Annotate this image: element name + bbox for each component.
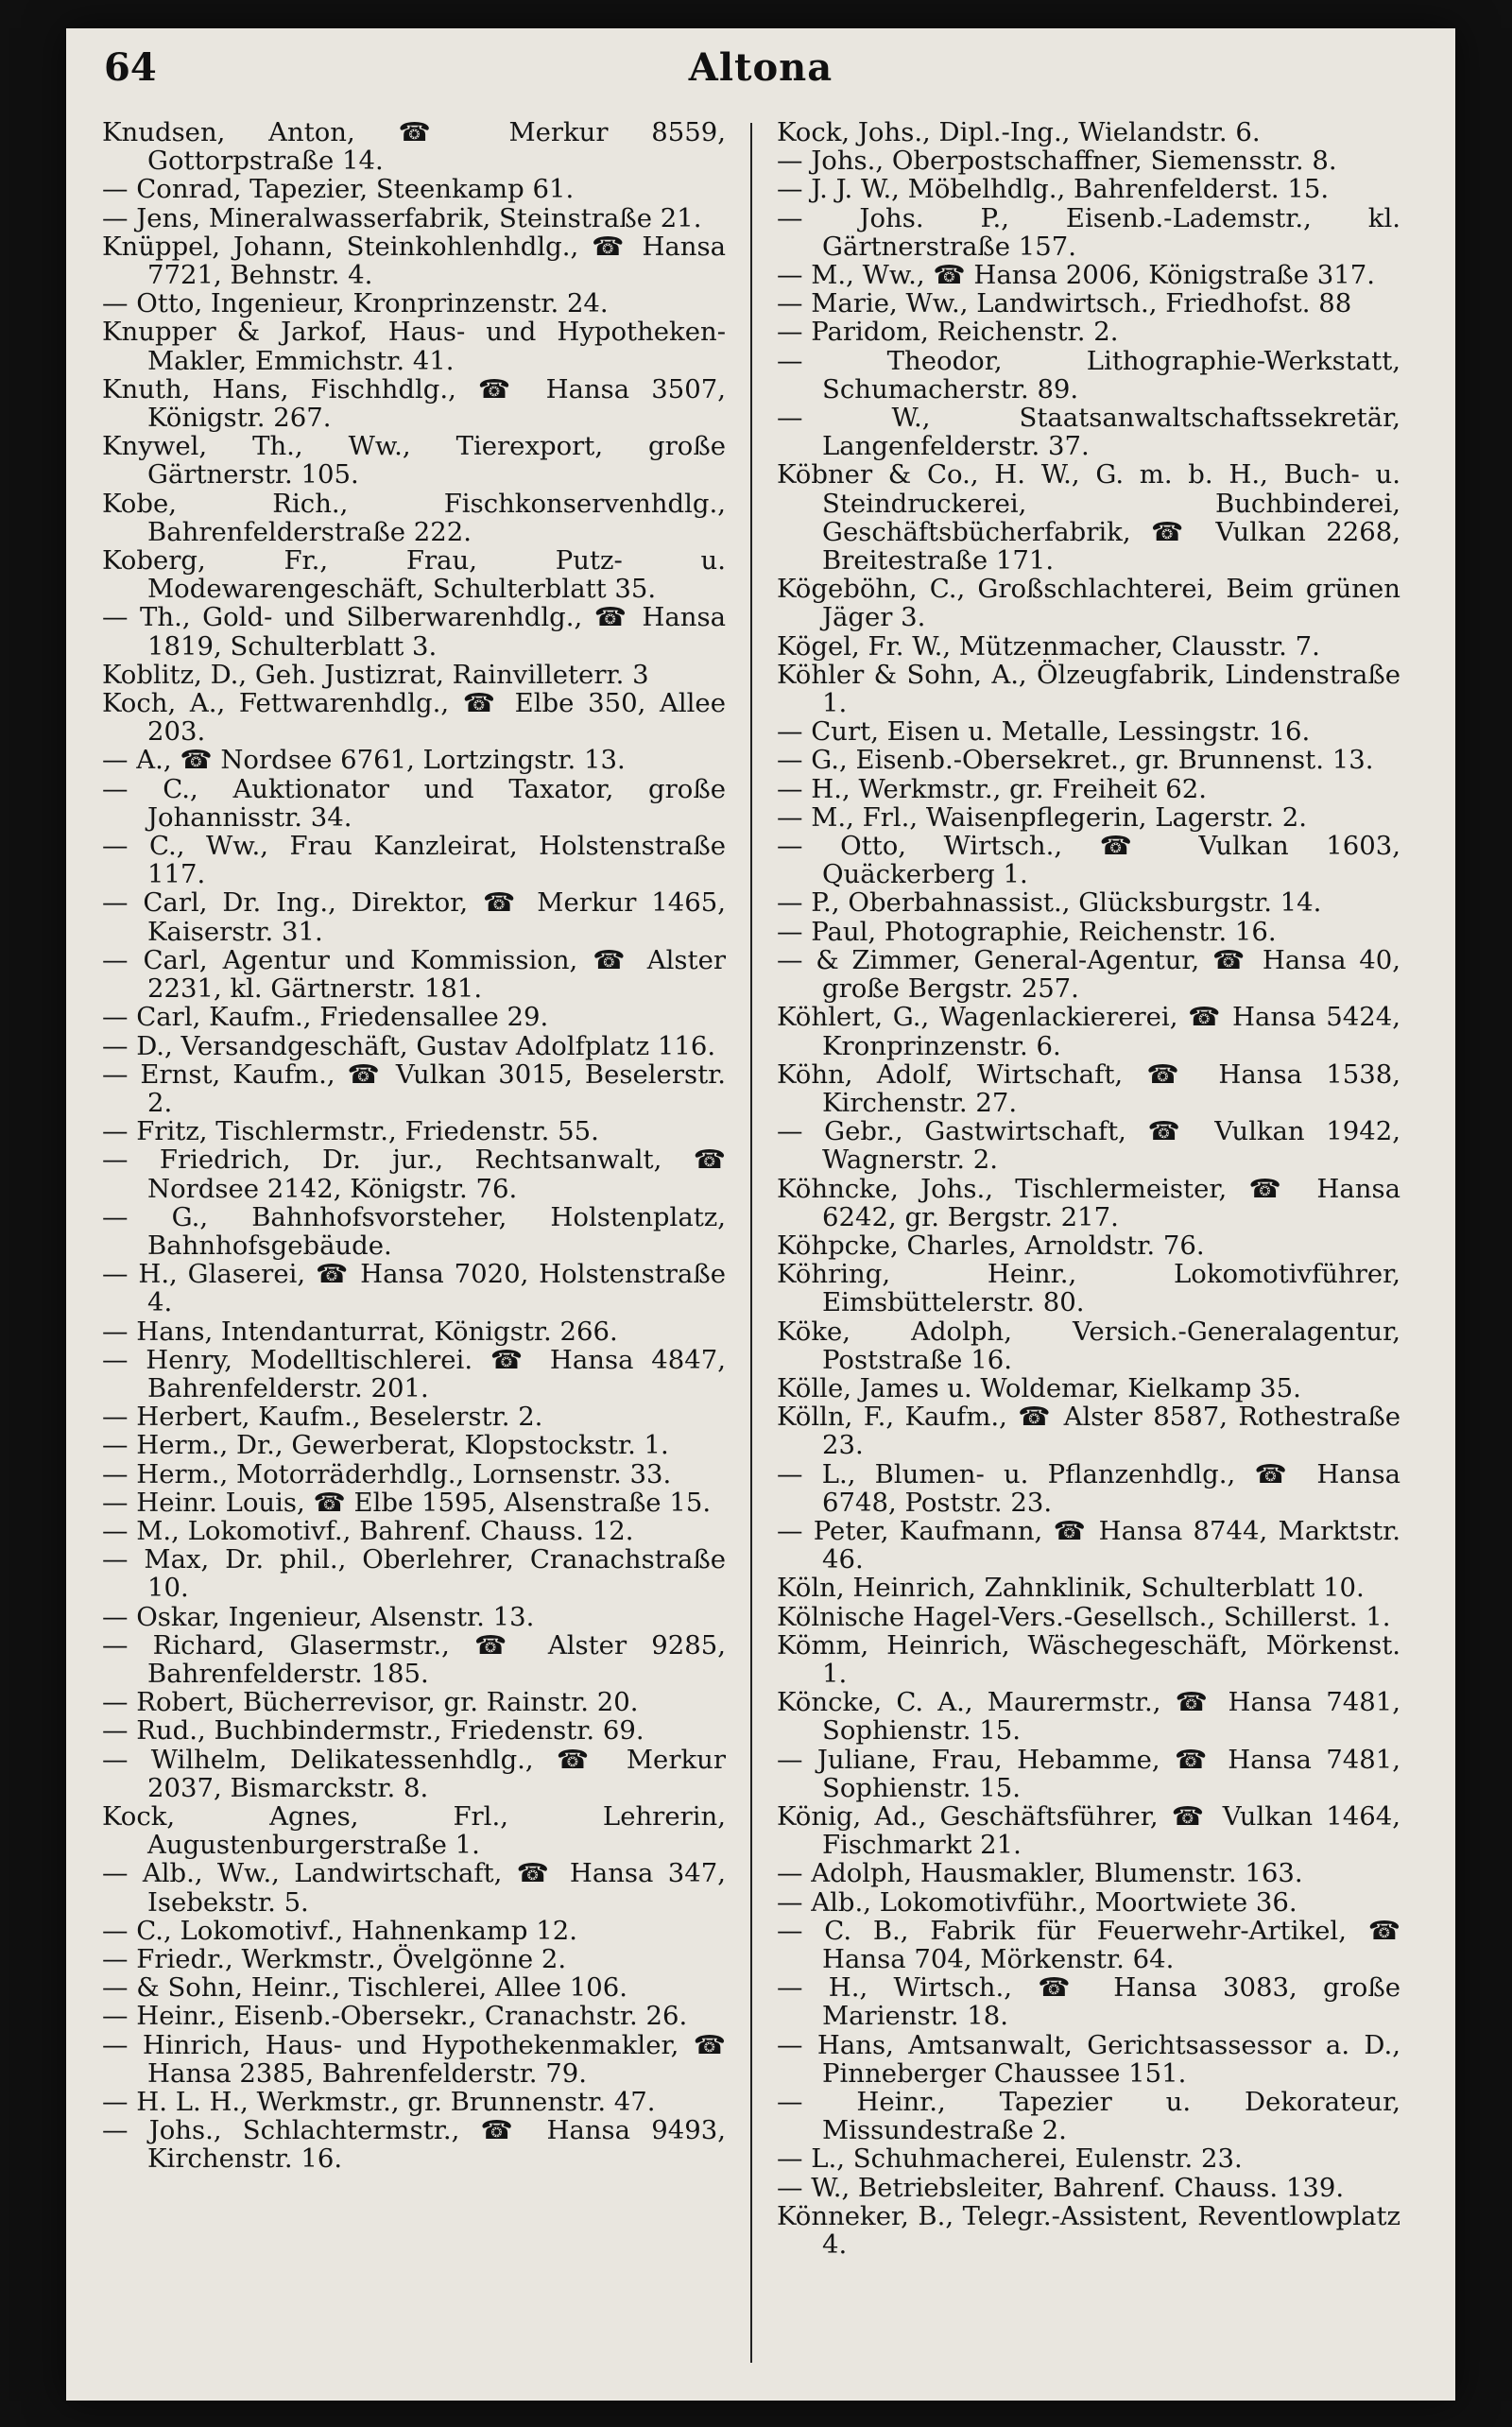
directory-entry: Köhncke, Johs., Tischlermeister, ☎ Hansa 6242, gr. Bergstr. 217. <box>777 1173 1400 1232</box>
directory-entry: — D., Versandgeschäft, Gustav Adolfplatz 116. <box>102 1030 716 1061</box>
directory-entry: — Carl, Dr. Ing., Direktor, ☎ Merkur 1465, Kaiserstr. 31. <box>102 887 726 947</box>
directory-entry: — Oskar, Ingenieur, Alsenstr. 13. <box>102 1601 535 1632</box>
directory-entry: Köln, Heinrich, Zahnklinik, Schulterblatt 10. <box>777 1573 1365 1604</box>
directory-entry: — Hinrich, Haus- und Hypothekenmakler, ☎ Hansa 2385, Bahrenfelderstr. 79. <box>102 2029 726 2089</box>
directory-entry: Kock, Agnes, Frl., Lehrerin, Augustenburgerstraße 1. <box>102 1800 726 1861</box>
directory-entry: — Heinr., Tapezier u. Dekorateur, Missundestraße 2. <box>777 2087 1400 2146</box>
directory-entry: — M., Lokomotivf., Bahrenf. Chauss. 12. <box>102 1515 634 1546</box>
directory-entry: Köbner & Co., H. W., G. m. b. H., Buch- u. Steindruckerei, Buchbinderei, Geschäftsbücherfabrik, ☎ Vulkan 2268, Breitestraße 171. <box>777 459 1400 577</box>
directory-entry: — Otto, Ingenieur, Kronprinzenstr. 24. <box>102 288 609 319</box>
directory-entry: — Friedrich, Dr. jur., Rechtsanwalt, ☎ Nordsee 2142, Königstr. 76. <box>102 1145 726 1204</box>
directory-entry: — Conrad, Tapezier, Steenkamp 61. <box>102 174 575 205</box>
directory-entry: — C., Ww., Frau Kanzleirat, Holstenstraße 117. <box>102 831 726 890</box>
left-column <box>102 118 726 2372</box>
directory-entry: Koblitz, D., Geh. Justizrat, Rainvilleterr. 3 <box>102 659 649 690</box>
directory-entry: — Max, Dr. phil., Oberlehrer, Cranachstraße 10. <box>102 1544 726 1604</box>
directory-entry: Koberg, Fr., Frau, Putz- u. Modewarengeschäft, Schulterblatt 35. <box>102 545 726 605</box>
directory-entry: — Rud., Buchbindermstr., Friedenstr. 69. <box>102 1715 644 1747</box>
directory-entry: — Otto, Wirtsch., ☎ Vulkan 1603, Quäckerberg 1. <box>777 831 1400 890</box>
directory-entry: — Ernst, Kaufm., ☎ Vulkan 3015, Beselerstr. 2. <box>102 1059 726 1118</box>
directory-entry: — H., Werkmstr., gr. Freiheit 62. <box>777 773 1207 804</box>
directory-entry: — G., Bahnhofsvorsteher, Holstenplatz, Bahnhofsgebäude. <box>102 1201 726 1261</box>
directory-entry: — W., Staatsanwaltschaftssekretär, Langenfelderstr. 37. <box>777 403 1400 462</box>
directory-entry: Köhlert, G., Wagenlackiererei, ☎ Hansa 5424, Kronprinzenstr. 6. <box>777 1002 1400 1061</box>
directory-entry: — Alb., Ww., Landwirtschaft, ☎ Hansa 347, Isebekstr. 5. <box>102 1858 726 1918</box>
directory-entry: Koch, A., Fettwarenhdlg., ☎ Elbe 350, Allee 203. <box>102 688 726 748</box>
running-title: Altona <box>688 45 833 90</box>
directory-entry: — W., Betriebsleiter, Bahrenf. Chauss. 139. <box>777 2172 1345 2203</box>
directory-entry: Knüppel, Johann, Steinkohlenhdlg., ☎ Hansa 7721, Behnstr. 4. <box>102 231 726 291</box>
page-number: 64 <box>104 45 157 90</box>
directory-entry: — Robert, Bücherrevisor, gr. Rainstr. 20. <box>102 1687 639 1718</box>
directory-entry: Knupper & Jarkof, Haus- und Hypotheken-Makler, Emmichstr. 41. <box>102 317 726 376</box>
right-column <box>777 118 1400 2372</box>
directory-entry: — & Sohn, Heinr., Tischlerei, Allee 106. <box>102 1972 627 2004</box>
directory-entry: Knywel, Th., Ww., Tierexport, große Gärtnerstr. 105. <box>102 431 726 491</box>
directory-entry: Köncke, C. A., Maurermstr., ☎ Hansa 7481, Sophienstr. 15. <box>777 1687 1400 1747</box>
directory-entry: — Herm., Dr., Gewerberat, Klopstockstr. 1. <box>102 1430 669 1461</box>
directory-entry: — Hans, Intendanturrat, Königstr. 266. <box>102 1316 618 1347</box>
directory-entry: König, Ad., Geschäftsführer, ☎ Vulkan 1464, Fischmarkt 21. <box>777 1800 1400 1861</box>
directory-entry: — H. L. H., Werkmstr., gr. Brunnenstr. 47. <box>102 2087 656 2118</box>
directory-entry: — J. J. W., Möbelhdlg., Bahrenfelderst. 15. <box>777 174 1330 205</box>
directory-entry: — M., Ww., ☎ Hansa 2006, Königstraße 317. <box>777 260 1375 291</box>
directory-entry: — L., Blumen- u. Pflanzenhdlg., ☎ Hansa 6748, Poststr. 23. <box>777 1458 1400 1518</box>
directory-entry: — Marie, Ww., Landwirtsch., Friedhofst. 88 <box>777 288 1352 319</box>
directory-entry: — Th., Gold- und Silberwarenhdlg., ☎ Hansa 1819, Schulterblatt 3. <box>102 602 726 662</box>
directory-entry: — Heinr. Louis, ☎ Elbe 1595, Alsenstraße 15. <box>102 1487 712 1518</box>
directory-entry: — Carl, Kaufm., Friedensallee 29. <box>102 1002 549 1033</box>
directory-entry: Kock, Johs., Dipl.-Ing., Wielandstr. 6. <box>777 117 1261 147</box>
directory-entry: — L., Schuhmacherei, Eulenstr. 23. <box>777 2143 1243 2175</box>
directory-entry: — M., Frl., Waisenpflegerin, Lagerstr. 2. <box>777 801 1307 833</box>
directory-entry: — Johs., Oberpostschaffner, Siemensstr. 8. <box>777 146 1337 177</box>
directory-entry: Könneker, B., Telegr.-Assistent, Reventlowplatz 4. <box>777 2200 1400 2261</box>
directory-entry: Kölle, James u. Woldemar, Kielkamp 35. <box>777 1372 1301 1403</box>
directory-entry: Kögeböhn, C., Großschlachterei, Beim grünen Jäger 3. <box>777 574 1400 633</box>
directory-entry: — Johs. P., Eisenb.-Lademstr., kl. Gärtnerstraße 157. <box>777 202 1400 262</box>
directory-entry: — Theodor, Lithographie-Werkstatt, Schumacherstr. 89. <box>777 345 1400 404</box>
directory-entry: — Carl, Agentur und Kommission, ☎ Alster 2231, kl. Gärtnerstr. 181. <box>102 944 726 1005</box>
directory-entry: Köhn, Adolf, Wirtschaft, ☎ Hansa 1538, Kirchenstr. 27. <box>777 1059 1400 1118</box>
directory-entry: — Juliane, Frau, Hebamme, ☎ Hansa 7481, Sophienstr. 15. <box>777 1744 1400 1803</box>
directory-entry: Kölnische Hagel-Vers.-Gesellsch., Schillerst. 1. <box>777 1601 1391 1632</box>
page-header <box>104 45 1418 102</box>
directory-entry: Knudsen, Anton, ☎ Merkur 8559, Gottorpstraße 14. <box>102 117 726 177</box>
directory-entry: — Jens, Mineralwasserfabrik, Steinstraße 21. <box>102 202 702 233</box>
directory-entry: — Johs., Schlachtermstr., ☎ Hansa 9493, Kirchenstr. 16. <box>102 2115 726 2175</box>
directory-entry: — Hans, Amtsanwalt, Gerichtsassessor a. D., Pinneberger Chaussee 151. <box>777 2029 1400 2089</box>
directory-entry: — C. B., Fabrik für Feuerwehr-Artikel, ☎ Hansa 704, Mörkenstr. 64. <box>777 1915 1400 1974</box>
directory-entry: — Adolph, Hausmakler, Blumenstr. 163. <box>777 1858 1303 1889</box>
column-divider <box>750 123 752 2363</box>
directory-entry: — & Zimmer, General-Agentur, ☎ Hansa 40, große Bergstr. 257. <box>777 944 1400 1005</box>
directory-entry: — Heinr., Eisenb.-Obersekr., Cranachstr. 26. <box>102 2001 688 2032</box>
directory-entry: Knuth, Hans, Fischhdlg., ☎ Hansa 3507, Königstr. 267. <box>102 373 726 434</box>
directory-entry: — Paridom, Reichenstr. 2. <box>777 317 1119 348</box>
directory-entry: Köhpcke, Charles, Arnoldstr. 76. <box>777 1230 1205 1261</box>
directory-entry: — Alb., Lokomotivführ., Moortwiete 36. <box>777 1886 1297 1918</box>
directory-entry: — P., Oberbahnassist., Glücksburgstr. 14. <box>777 887 1322 919</box>
directory-entry: Kobe, Rich., Fischkonservenhdlg., Bahrenfelderstraße 222. <box>102 488 726 547</box>
directory-entry: — Wilhelm, Delikatessenhdlg., ☎ Merkur 2037, Bismarckstr. 8. <box>102 1744 726 1803</box>
directory-entry: — Herm., Motorräderhdlg., Lornsenstr. 33. <box>102 1458 672 1489</box>
directory-entry: — Curt, Eisen u. Metalle, Lessingstr. 16. <box>777 716 1311 748</box>
directory-entry: — A., ☎ Nordsee 6761, Lortzingstr. 13. <box>102 745 626 776</box>
directory-entry: — Gebr., Gastwirtschaft, ☎ Vulkan 1942, Wagnerstr. 2. <box>777 1116 1400 1176</box>
directory-entry: — H., Wirtsch., ☎ Hansa 3083, große Marienstr. 18. <box>777 1972 1400 2032</box>
directory-entry: Kömm, Heinrich, Wäschegeschäft, Mörkenst. 1. <box>777 1629 1400 1689</box>
directory-entry: — G., Eisenb.-Obersekret., gr. Brunnenst. 13. <box>777 745 1374 776</box>
directory-entry: Köke, Adolph, Versich.-Generalagentur, Poststraße 16. <box>777 1316 1400 1375</box>
directory-entry: Köhring, Heinr., Lokomotivführer, Eimsbüttelerstr. 80. <box>777 1259 1400 1318</box>
directory-entry: — C., Lokomotivf., Hahnenkamp 12. <box>102 1915 578 1946</box>
directory-entry: — H., Glaserei, ☎ Hansa 7020, Holstenstraße 4. <box>102 1259 726 1318</box>
directory-entry: — Herbert, Kaufm., Beselerstr. 2. <box>102 1402 543 1433</box>
directory-entry: — Friedr., Werkmstr., Övelgönne 2. <box>102 1944 567 1974</box>
directory-entry: — Paul, Photographie, Reichenstr. 16. <box>777 916 1277 947</box>
directory-entry: — Fritz, Tischlermstr., Friedenstr. 55. <box>102 1116 599 1147</box>
directory-entry: — Peter, Kaufmann, ☎ Hansa 8744, Marktstr. 46. <box>777 1515 1400 1575</box>
directory-entry: Köhler & Sohn, A., Ölzeugfabrik, Lindenstraße 1. <box>777 659 1400 719</box>
directory-entry: — Richard, Glasermstr., ☎ Alster 9285, Bahrenfelderstr. 185. <box>102 1629 726 1689</box>
directory-entry: — Henry, Modelltischlerei. ☎ Hansa 4847, Bahrenfelderstr. 201. <box>102 1344 726 1403</box>
directory-entry: — C., Auktionator und Taxator, große Johannisstr. 34. <box>102 773 726 833</box>
directory-entry: Kölln, F., Kaufm., ☎ Alster 8587, Rothestraße 23. <box>777 1402 1400 1461</box>
directory-entry: Kögel, Fr. W., Mützenmacher, Clausstr. 7. <box>777 630 1320 662</box>
directory-page <box>66 28 1455 2401</box>
